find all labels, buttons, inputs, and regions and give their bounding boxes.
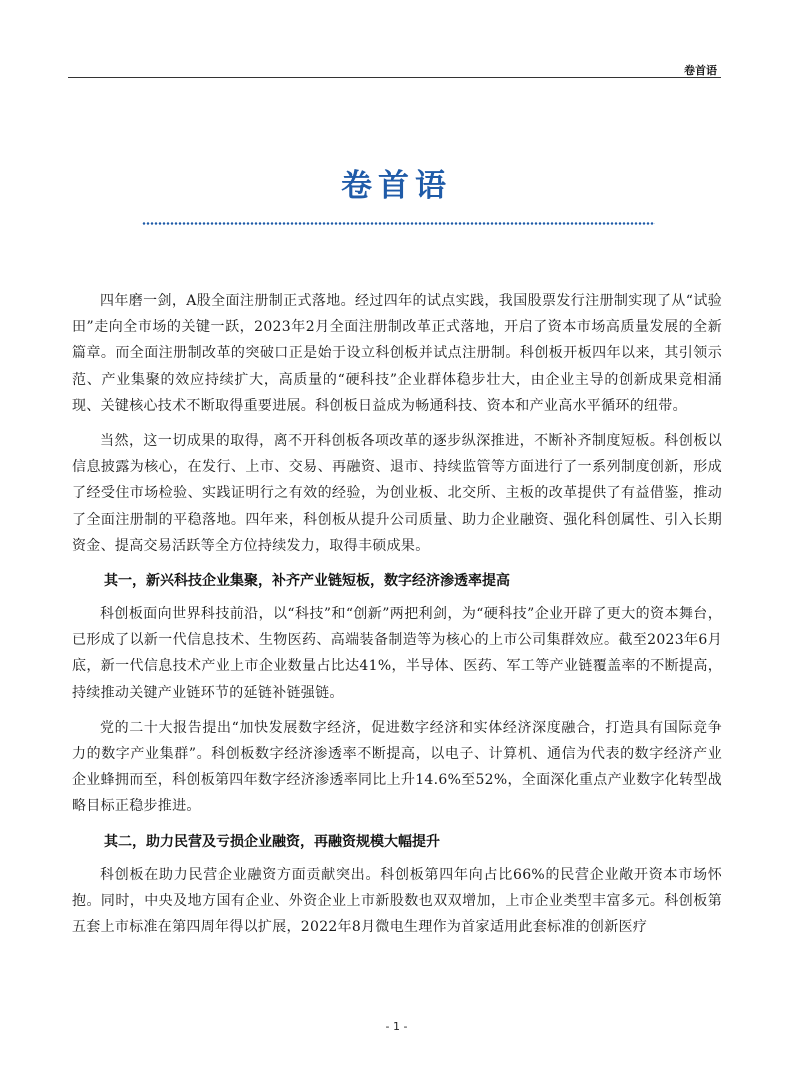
header-divider xyxy=(68,77,721,78)
page-number: - 1 - xyxy=(385,1020,408,1033)
article-body xyxy=(72,288,722,949)
section-heading: 其二，助力民营及亏损企业融资，再融资规模大幅提升 xyxy=(104,833,440,850)
paragraph: 四年磨一剑，A股全面注册制正式落地。经过四年的试点实践，我国股票发行注册制实现了从“试验田”走向全市场的关键一跃，2023年2月全面注册制改革正式落地，开启了资本市场高质量发展的全新篇章。而全面注册制改革的突破口正是始于设立科创板并试点注册制。科创板开板四年以来，其引领示范、产业集聚的效应持续扩大，高质量的“硬科技”企业群体稳步壮大，由企业主导的创新成果竞相涌现、关键核心技术不断取得重要进展。科创板日益成为畅通科技、资本和产业高水平循环的纽带。 xyxy=(72,293,722,414)
section-heading: 其一，新兴科技企业集聚，补齐产业链短板，数字经济渗透率提高 xyxy=(104,573,510,590)
paragraph: 当然，这一切成果的取得，离不开科创板各项改革的逐步纵深推进，不断补齐制度短板。科创板以信息披露为核心，在发行、上市、交易、再融资、退市、持续监管等方面进行了一系列制度创新，形成了经受住市场检验、实践证明行之有效的经验，为创业板、北交所、主板的改革提供了有益借鉴，推动了全面注册制的平稳落地。四年来，科创板从提升公司质量、助力企业融资、强化科创属性、引入长期资金、提高交易活跃等全方位持续发力，取得丰硕成果。 xyxy=(72,433,722,554)
title-dotted-divider xyxy=(142,222,655,225)
paragraph: 党的二十大报告提出“加快发展数字经济，促进数字经济和实体经济深度融合，打造具有国际竞争力的数字产业集群”。科创板数字经济渗透率不断提高，以电子、计算机、通信为代表的数字经济产业企业蜂拥而至，科创板第四年数字经济渗透率同比上升14.6%至52%，全面深化重点产业数字化转型战略目标正稳步推进。 xyxy=(72,719,722,815)
paragraph: 科创板面向世界科技前沿，以“科技”和“创新”两把利剑，为“硬科技”企业开辟了更大的资本舞台，已形成了以新一代信息技术、生物医药、高端装备制造等为核心的上市公司集群效应。截至2023年6月底，新一代信息技术产业上市企业数量占比达41%，半导体、医药、军工等产业链覆盖率的不断提高，持续推动关键产业链环节的延链补链强链。 xyxy=(72,606,722,701)
page-title: 卷首语 xyxy=(341,168,452,204)
section-tag: 卷首语 xyxy=(684,64,717,77)
paragraph: 科创板在助力民营企业融资方面贡献突出。科创板第四年向占比66%的民营企业敞开资本市场怀抱。同时，中央及地方国有企业、外资企业上市新股数也双双增加，上市企业类型丰富多元。科创板第五套上市标准在第四周年得以扩展，2022年8月微电生理作为首家适用此套标准的创新医疗 xyxy=(72,866,722,936)
